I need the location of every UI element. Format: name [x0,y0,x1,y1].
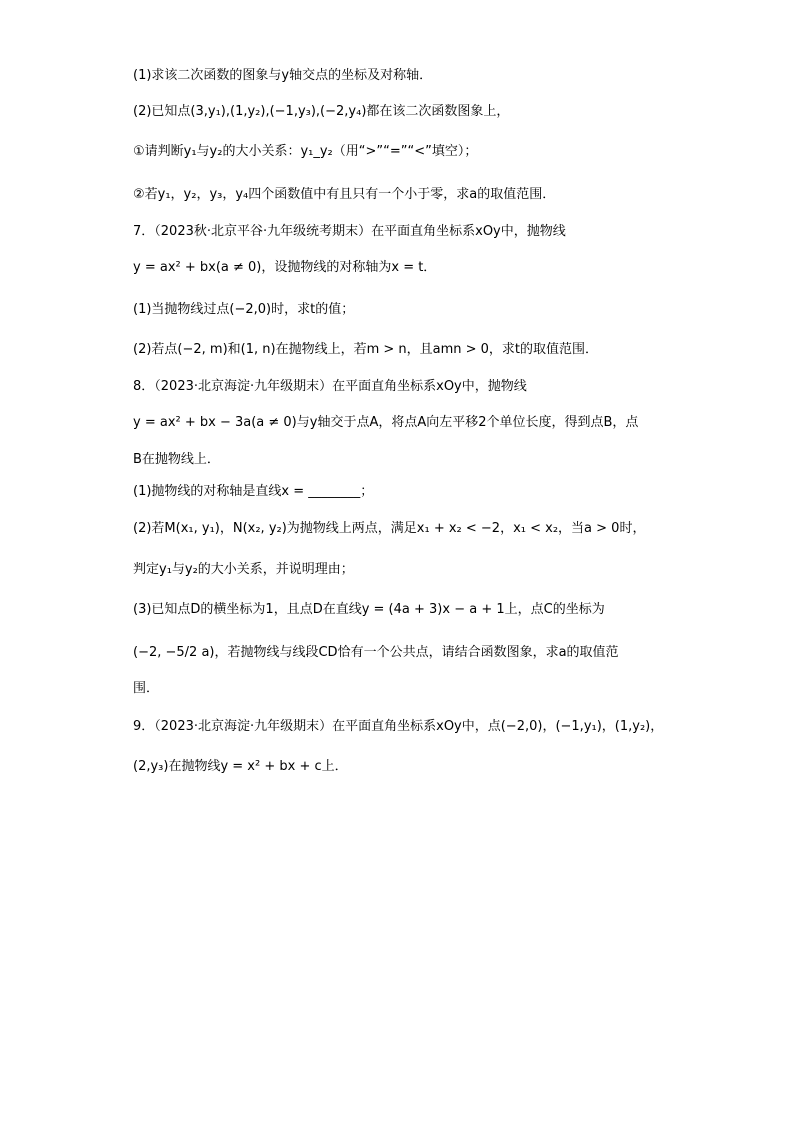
q7-stem-formula: y = ax² + bx(a ≠ 0)，设抛物线的对称轴为x = t． [133,260,437,275]
q6-part2-item2: ②若y₁，y₂，y₃，y₄四个函数值中有且只有一个小于零，求a的取值范围． [133,187,556,202]
q8-part1: (1)抛物线的对称轴是直线x = ________； [133,484,374,499]
q7-part1: (1)当抛物线过点(−2,0)时，求t的值； [133,302,355,317]
q8-part3: (3)已知点D的横坐标为1，且点D在直线y = (4a + 3)x − a + 1上，点C的坐标为 [133,602,605,617]
q7-part2: (2)若点(−2, m)和(1, n)在抛物线上，若m > n，且amn > 0，求t的取值范围． [133,342,599,357]
q8-part2-cont: 判定y₁与y₂的大小关系，并说明理由； [133,562,354,577]
q6-part1: (1)求该二次函数的图象与y轴交点的坐标及对称轴． [133,68,433,83]
q8-part2: (2)若M(x₁, y₁)，N(x₂, y₂)为抛物线上两点，满足x₁ + x₂ < −2，x₁ < x₂，当a > 0时， [133,521,646,536]
q6-part2: (2)已知点(3,y₁),(1,y₂),(−1,y₃),(−2,y₄)都在该二次函数图象上， [133,104,510,119]
q7-stem: 7．（2023秋·北京平谷·九年级统考期末）在平面直角坐标系xOy中，抛物线 [133,224,566,239]
q8-stem: 8．（2023·北京海淀·九年级期末）在平面直角坐标系xOy中，抛物线 [133,379,527,394]
q9-stem: 9．（2023·北京海淀·九年级期末）在平面直角坐标系xOy中，点(−2,0)，(−1,y₁)，(1,y₂)， [133,719,664,734]
q9-stem-cont: (2,y₃)在抛物线y = x² + bx + c上． [133,759,348,774]
q8-part3-end: 围． [133,681,160,696]
q8-stem-formula: y = ax² + bx − 3a(a ≠ 0)与y轴交于点A，将点A向左平移2个单位长度，得到点B，点 [133,415,639,430]
q8-stem-end: B在抛物线上． [133,452,220,467]
q8-part3-cont: (−2, −5/2 a)，若抛物线与线段CD恰有一个公共点，请结合函数图象，求a的取值范 [133,645,619,660]
q6-part2-item1: ①请判断y₁与y₂的大小关系：y₁_y₂（用“>”“=”“<”填空）； [133,144,478,159]
